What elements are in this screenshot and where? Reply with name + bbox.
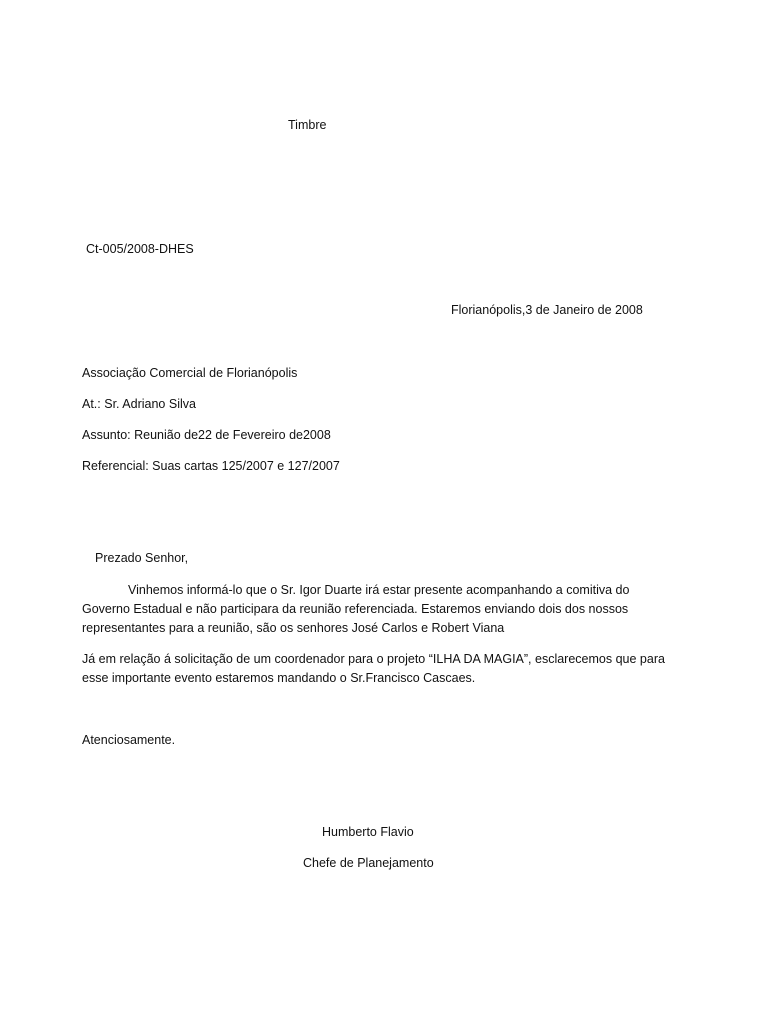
closing: Atenciosamente.: [82, 733, 176, 747]
signature-title: Chefe de Planejamento: [303, 856, 434, 870]
letter-reference: Referencial: Suas cartas 125/2007 e 127/2007: [82, 459, 340, 473]
recipient-attention: At.: Sr. Adriano Silva: [82, 397, 196, 411]
body-paragraph-1-text: Vinhemos informá-lo que o Sr. Igor Duarte irá estar presente acompanhando a comitiva do Governo Estadual e não participara da reunião referenciada. Estaremos enviando dois dos nossos representantes para a reunião, são os senhores José Carlos e Robert Viana: [82, 583, 630, 635]
place-and-date: Florianópolis,3 de Janeiro de 2008: [451, 303, 643, 317]
recipient-organization: Associação Comercial de Florianópolis: [82, 366, 298, 380]
body-paragraph-2: Já em relação á solicitação de um coordenador para o projeto “ILHA DA MAGIA”, esclarecemos que para esse importante evento estaremos mandando o Sr.Francisco Cascaes.: [82, 652, 665, 685]
signature-name: Humberto Flavio: [322, 825, 414, 839]
letter-subject: Assunto: Reunião de22 de Fevereiro de2008: [82, 428, 331, 442]
salutation: Prezado Senhor,: [95, 551, 189, 565]
letterhead-label: Timbre: [288, 118, 327, 132]
reference-code: Ct-005/2008-DHES: [86, 242, 194, 256]
body-paragraph-1: [82, 581, 662, 638]
